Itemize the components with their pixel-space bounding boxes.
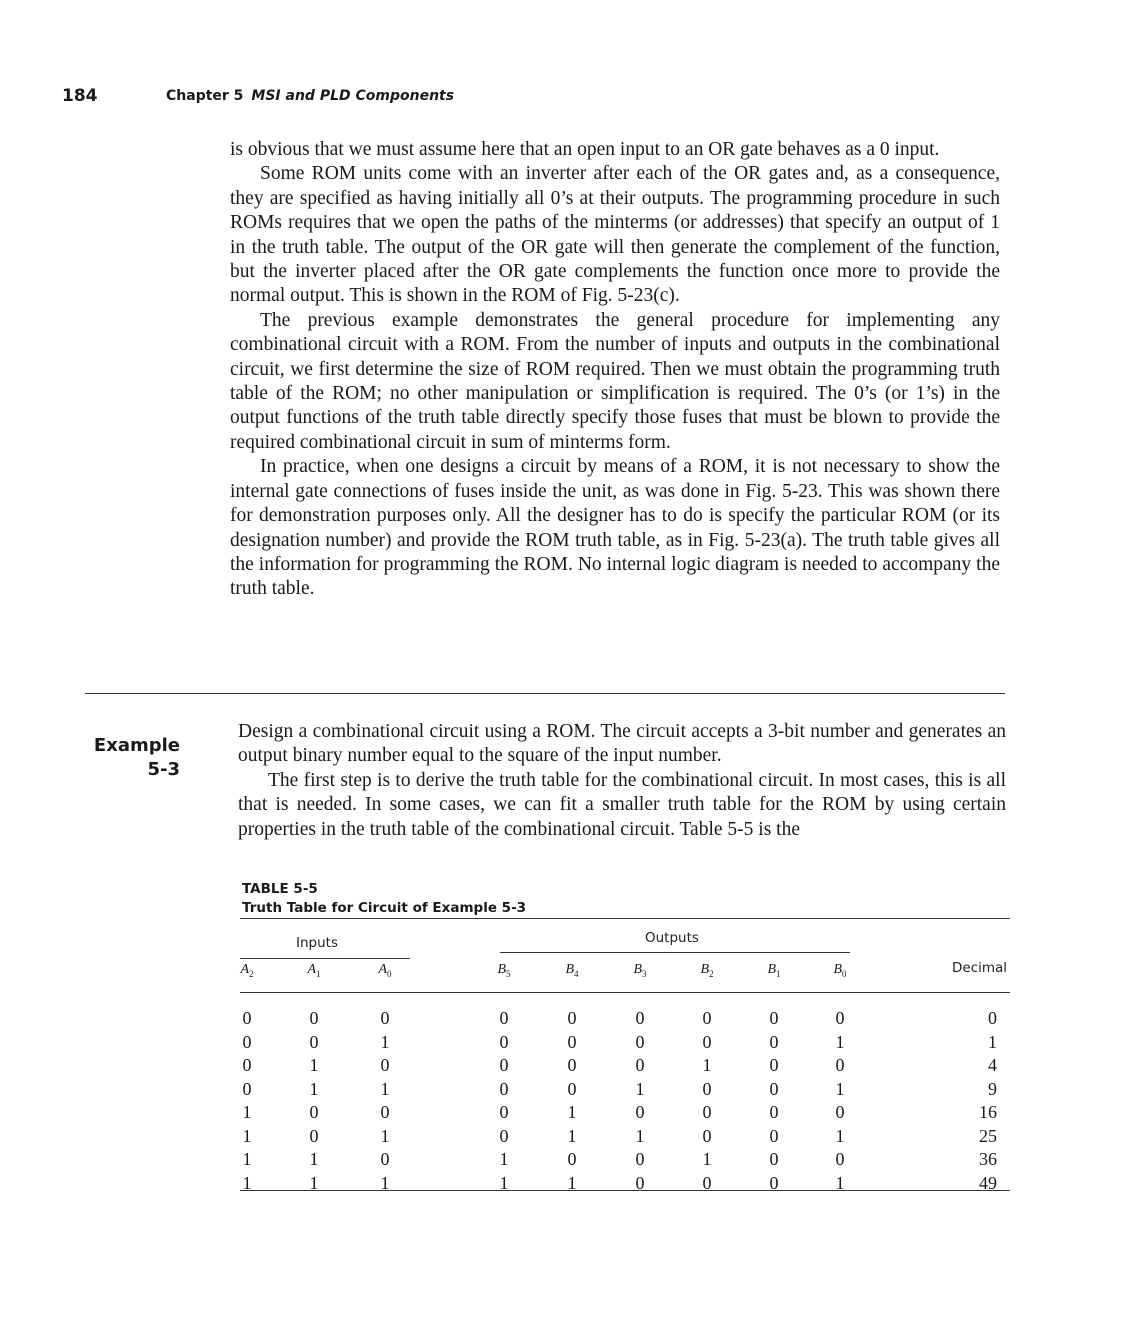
table-label: TABLE 5-5 <box>242 881 318 897</box>
table-cell: 0 <box>242 1055 252 1075</box>
table-cell: 1 <box>380 1078 390 1099</box>
table-cell: 0 <box>567 1031 577 1052</box>
paragraph: The previous example demonstrates the general procedure for implementing any combinational circuit with a ROM. From the number of inputs and outputs in the combinational circuit, we first determine the size of ROM required. Then we must obtain the programming truth table of the ROM; no other manipulation or simplification is required. The 0’s (or 1’s) in the output functions of the truth table directly specify those fuses that must be blown to provide the required combinational circuit in sum of minterms form. <box>230 309 1000 453</box>
column-header-sub: 0 <box>387 968 392 979</box>
table-cell: 0 <box>499 1031 509 1052</box>
table-cell: 0 <box>769 1008 779 1028</box>
column-header-base: B <box>633 962 643 977</box>
table-cell: 1 <box>567 1125 577 1146</box>
table-cell: 0 <box>380 1055 390 1075</box>
table-cell: 0 <box>635 1172 645 1193</box>
table-cell: 1 <box>635 1078 645 1099</box>
table-cell: 0 <box>380 1008 390 1028</box>
decimal-header: Decimal <box>952 960 1008 976</box>
column-header-sub: 5 <box>506 968 511 979</box>
table-cell: 0 <box>309 1125 319 1146</box>
chapter-title: MSI and PLD Components <box>251 88 455 104</box>
table-cell: 0 <box>635 1102 645 1122</box>
column-header <box>759 962 789 979</box>
table-cell: 0 <box>499 1125 509 1146</box>
table-cell: 0 <box>242 1078 252 1099</box>
table-cell: 0 <box>567 1078 577 1099</box>
column-header <box>625 962 655 979</box>
decimal-cell: 16 <box>979 1102 997 1122</box>
table-cell: 0 <box>635 1031 645 1052</box>
table-cell: 1 <box>309 1055 319 1075</box>
table-cell: 0 <box>635 1008 645 1028</box>
table-cell: 0 <box>499 1055 509 1075</box>
table-caption: Truth Table for Circuit of Example 5-3 <box>242 900 527 916</box>
table-cell: 1 <box>309 1172 319 1193</box>
table-cell: 0 <box>567 1008 577 1028</box>
table-cell: 1 <box>635 1125 645 1146</box>
example-rule <box>85 693 1005 694</box>
table-cell: 0 <box>769 1078 779 1099</box>
outputs-rule <box>500 952 850 953</box>
table-title <box>242 880 526 918</box>
decimal-cell: 49 <box>979 1172 997 1193</box>
table-cell: 1 <box>835 1172 845 1193</box>
table-cell: 0 <box>702 1172 712 1193</box>
table-cell: 1 <box>309 1078 319 1099</box>
example-text <box>238 720 1006 842</box>
table-cell: 0 <box>702 1078 712 1099</box>
table-cell: 1 <box>835 1031 845 1052</box>
column-header-sub: 0 <box>842 968 847 979</box>
table-cell: 0 <box>769 1055 779 1075</box>
paragraph: In practice, when one designs a circuit by means of a ROM, it is not necessary to show the internal gate connections of fuses inside the unit, as was done in Fig. 5-23. This was shown there for demonstration purposes only. All the designer has to do is specify the particular ROM (or its designation number) and provide the ROM truth table, as in Fig. 5-23(a). The truth table gives all the information for programming the ROM. No internal logic diagram is needed to accompany the truth table. <box>230 456 1000 600</box>
outputs-group-header: Outputs <box>645 930 699 946</box>
table-cell: 0 <box>242 1031 252 1052</box>
inputs-group-header: Inputs <box>296 935 338 951</box>
page-number: 184 <box>62 86 98 106</box>
paragraph: is obvious that we must assume here that an open input to an OR gate behaves as a 0 input. <box>230 139 940 160</box>
table-cell: 1 <box>499 1149 509 1169</box>
table-cell: 1 <box>567 1172 577 1193</box>
table-cell: 0 <box>499 1008 509 1028</box>
column-header <box>489 962 519 979</box>
table-cell: 1 <box>702 1055 712 1075</box>
inputs-rule <box>240 958 410 959</box>
table-cell: 0 <box>499 1102 509 1122</box>
running-header <box>166 88 454 104</box>
table-top-rule <box>240 918 1010 919</box>
table-cell: 0 <box>309 1008 319 1028</box>
table-cell: 0 <box>769 1102 779 1122</box>
column-header-base: A <box>307 962 317 977</box>
table-cell: 1 <box>242 1102 252 1122</box>
example-word: Example <box>93 735 180 756</box>
table-cell: 1 <box>242 1149 252 1169</box>
table-cell: 0 <box>835 1149 845 1169</box>
paragraph: The first step is to derive the truth table for the combinational circuit. In most cases, this is all that is needed. In some cases, we can fit a smaller truth table for the ROM by using certain properties in the truth table of the combinational circuit. Table 5-5 is the <box>238 769 1006 840</box>
table-cell: 1 <box>499 1172 509 1193</box>
column-header-sub: 2 <box>249 968 254 979</box>
decimal-cell: 4 <box>988 1055 997 1075</box>
decimal-cell: 1 <box>988 1031 997 1052</box>
column-header-sub: 1 <box>316 968 321 979</box>
table-cell: 1 <box>380 1125 390 1146</box>
table-cell: 0 <box>835 1055 845 1075</box>
table-cell: 0 <box>769 1172 779 1193</box>
table-cell: 0 <box>242 1008 252 1028</box>
column-header-sub: 4 <box>574 968 579 979</box>
paragraph: Design a combinational circuit using a ROM. The circuit accepts a 3-bit number and generates an output binary number equal to the square of the input number. <box>238 721 1006 767</box>
column-header-base: A <box>378 962 388 977</box>
table-cell: 0 <box>769 1031 779 1052</box>
table-cell: 0 <box>567 1055 577 1075</box>
column-header-sub: 1 <box>776 968 781 979</box>
table-cell: 1 <box>567 1102 577 1122</box>
table-cell: 0 <box>702 1125 712 1146</box>
table-cell: 0 <box>380 1149 390 1169</box>
header-rule <box>240 992 1010 993</box>
table-cell: 0 <box>835 1102 845 1122</box>
table-cell: 1 <box>835 1078 845 1099</box>
column-header <box>825 962 855 979</box>
table-cell: 0 <box>380 1102 390 1122</box>
decimal-cell: 0 <box>988 1008 997 1028</box>
body-text <box>230 138 1000 602</box>
table-cell: 0 <box>635 1055 645 1075</box>
table-cell: 0 <box>769 1149 779 1169</box>
table-cell: 0 <box>769 1125 779 1146</box>
example-label <box>88 734 180 782</box>
table-cell: 0 <box>635 1149 645 1169</box>
column-header <box>692 962 722 979</box>
column-header-base: B <box>767 962 777 977</box>
column-header <box>370 962 400 979</box>
table-cell: 1 <box>309 1149 319 1169</box>
decimal-cell: 9 <box>988 1078 997 1099</box>
decimal-cell: 36 <box>979 1149 997 1169</box>
table-cell: 1 <box>835 1125 845 1146</box>
table-cell: 0 <box>499 1078 509 1099</box>
table-cell: 0 <box>309 1102 319 1122</box>
table-cell: 0 <box>702 1031 712 1052</box>
table-cell: 1 <box>702 1149 712 1169</box>
table-cell: 0 <box>567 1149 577 1169</box>
table-cell: 0 <box>309 1031 319 1052</box>
table-cell: 0 <box>702 1102 712 1122</box>
column-header-sub: 2 <box>709 968 714 979</box>
table-cell: 1 <box>242 1172 252 1193</box>
table-cell: 1 <box>380 1031 390 1052</box>
table-cell: 0 <box>835 1008 845 1028</box>
column-header <box>232 962 262 979</box>
column-header <box>299 962 329 979</box>
column-header-base: A <box>240 962 250 977</box>
paragraph: Some ROM units come with an inverter after each of the OR gates and, as a consequence, they are specified as having initially all 0’s at their outputs. The programming procedure in such ROMs requires that we open the paths of the minterms (or addresses) that specify an output of 1 in the truth table. The output of the OR gate will then generate the complement of the function, but the inverter placed after the OR gate complements the function once more to provide the normal output. This is shown in the ROM of Fig. 5-23(c). <box>230 163 1000 307</box>
table-cell: 0 <box>702 1008 712 1028</box>
chapter-label: Chapter 5 <box>166 88 244 104</box>
column-header-base: B <box>565 962 575 977</box>
example-number: 5-3 <box>147 759 180 780</box>
column-header-base: B <box>497 962 507 977</box>
column-header <box>557 962 587 979</box>
decimal-cell: 25 <box>979 1125 997 1146</box>
table-cell: 1 <box>380 1172 390 1193</box>
table-cell: 1 <box>242 1125 252 1146</box>
column-header-base: B <box>833 962 843 977</box>
column-header-base: B <box>700 962 710 977</box>
column-header-sub: 3 <box>642 968 647 979</box>
